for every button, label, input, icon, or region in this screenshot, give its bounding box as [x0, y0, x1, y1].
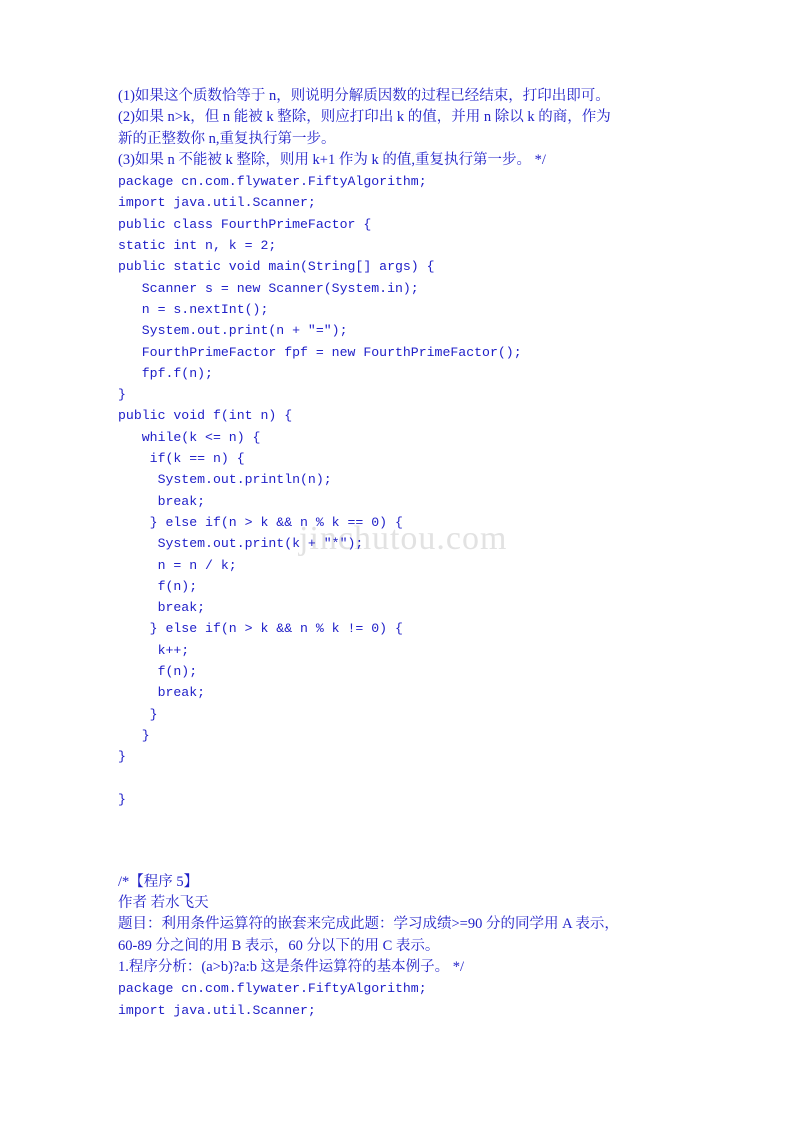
code-line: k++; [118, 642, 190, 658]
code-line: } else if(n > k && n % k == 0) { [118, 514, 403, 530]
code-line: package cn.com.flywater.FiftyAlgorithm; [118, 981, 427, 997]
code-line: static int n, k = 2; [118, 238, 277, 254]
paragraph-line: 题目：利用条件运算符的嵌套来完成此题：学习成绩>=90 分的同学用 A 表示， [118, 916, 619, 933]
code-line: break; [118, 493, 206, 509]
watermark-text: jinchutou.com [299, 520, 508, 557]
code-line: System.out.println(n); [118, 472, 332, 488]
code-line: Scanner s = new Scanner(System.in); [118, 280, 419, 296]
code-line: } [118, 791, 126, 807]
paragraph-line: 1.程序分析：(a>b)?a:b 这是条件运算符的基本例子。 */ [118, 958, 465, 975]
code-line: } [118, 387, 126, 403]
code-line: import java.util.Scanner; [118, 1002, 316, 1018]
code-line: if(k == n) { [118, 451, 245, 467]
code-line: n = s.nextInt(); [118, 301, 269, 317]
code-line: } [118, 749, 126, 765]
code-line: } [118, 706, 158, 722]
code-line: n = n / k; [118, 557, 237, 573]
code-line: fpf.f(n); [118, 365, 213, 381]
code-line: System.out.print(k + "*"); [118, 536, 364, 552]
code-line: System.out.print(n + "="); [118, 323, 348, 339]
document-content [118, 86, 718, 1021]
code-line: f(n); [118, 664, 198, 680]
paragraph-line: /*【程序 5】 [118, 873, 199, 890]
code-line: import java.util.Scanner; [118, 195, 316, 211]
code-line: public class FourthPrimeFactor { [118, 216, 372, 232]
code-line: } else if(n > k && n % k != 0) { [118, 621, 403, 637]
vertical-spacer [118, 768, 718, 789]
code-line: } [118, 727, 150, 743]
code-line: break; [118, 600, 206, 616]
paragraph-line: (2)如果 n>k，但 n 能被 k 整除，则应打印出 k 的值，并用 n 除以 k 的商，作为 [118, 109, 611, 126]
paragraph-line: (3)如果 n 不能被 k 整除，则用 k+1 作为 k 的值,重复执行第一步。 */ [118, 151, 546, 168]
code-line: FourthPrimeFactor fpf = new FourthPrimeFactor(); [118, 344, 522, 360]
paragraph-line: 作者 若水飞天 [118, 895, 209, 912]
code-line: while(k <= n) { [118, 429, 261, 445]
code-line: f(n); [118, 578, 198, 594]
code-line: break; [118, 685, 206, 701]
section-spacer [118, 810, 718, 872]
paragraph-line: 新的正整数你 n,重复执行第一步。 [118, 130, 336, 147]
code-line: public static void main(String[] args) { [118, 259, 435, 275]
paragraph-line: 60-89 分之间的用 B 表示，60 分以下的用 C 表示。 [118, 937, 440, 954]
paragraph-line: (1)如果这个质数恰等于 n，则说明分解质因数的过程已经结束，打印出即可。 [118, 88, 610, 104]
code-line: package cn.com.flywater.FiftyAlgorithm; [118, 174, 427, 190]
code-line: public void f(int n) { [118, 408, 293, 424]
